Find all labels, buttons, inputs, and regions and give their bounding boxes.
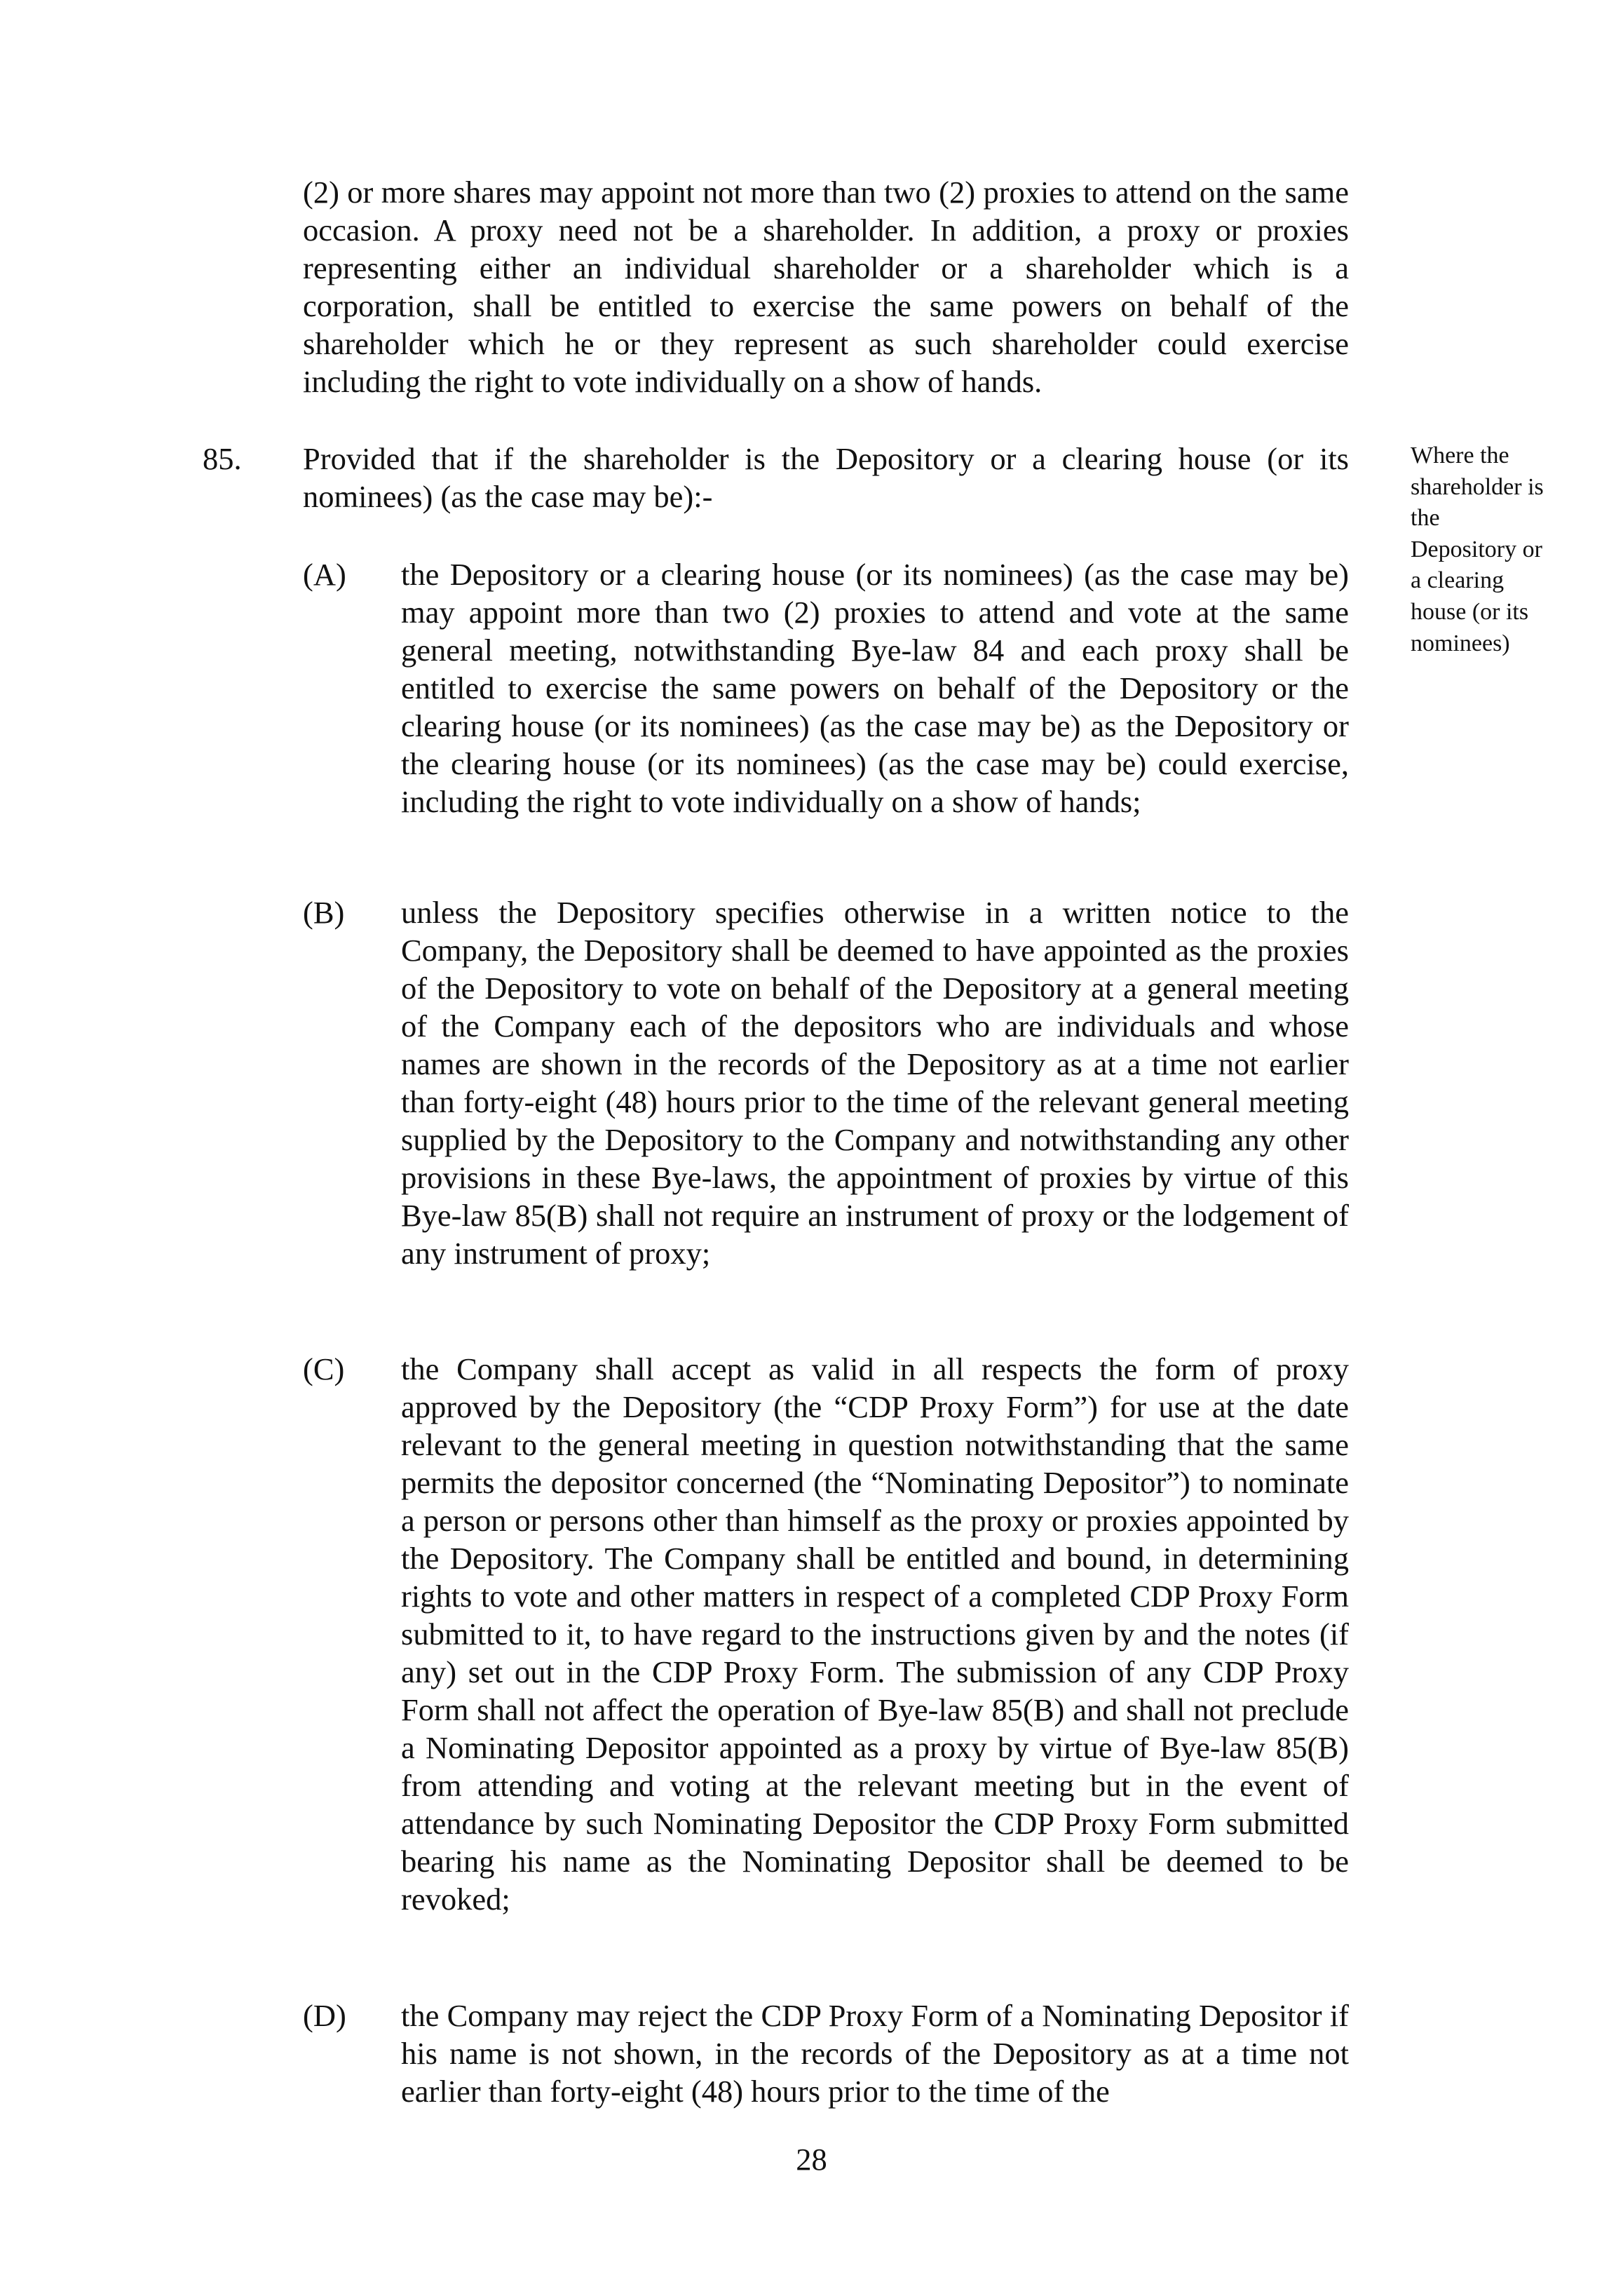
continuation-paragraph: (2) or more shares may appoint not more than two (2) proxies to attend on the same occasion. A proxy need not be a shareholder. In addition, a proxy or proxies representing either an individual shareholder or a shareholder which is a corporation, shall be entitled to exercise the same powers on behalf of the shareholder which he or they represent as such shareholder could exercise including the right to vote individually on a show of hands. (303, 175, 1349, 399)
subclause-label-b: (B) (303, 895, 345, 930)
clause-number: 85. (203, 441, 242, 476)
page-number: 28 (796, 2142, 827, 2177)
subclause-text-a: the Depository or a clearing house (or its nominees) (as the case may be) may appoint more than two (2) proxies to attend and vote at the same general meeting, notwithstanding Bye-law 84 and each proxy shall be entitled to exercise the same powers on behalf of the Depository or the clearing house (or its nominees) (as the case may be) as the Depository or the clearing house (or its nominees) (as the case may be) could exercise, including the right to vote individually on a show of hands; (401, 557, 1349, 819)
subclause-text-d: the Company may reject the CDP Proxy Form of a Nominating Depositor if his name is not shown, in the records of the Depository as at a time not earlier than forty-eight (48) hours prior to the time of the (401, 1998, 1349, 2109)
subclause-text-c: the Company shall accept as valid in all respects the form of proxy approved by the Depository (the “CDP Proxy Form”) for use at the date relevant to the general meeting in question notwithstanding that the same permits the depositor concerned (the “Nominating Depositor”) to nominate a person or persons other than himself as the proxy or proxies appointed by the Depository. The Company shall be entitled and bound, in determining rights to vote and other matters in respect of a completed CDP Proxy Form submitted to it, to have regard to the instructions given by and the notes (if any) set out in the CDP Proxy Form. The submission of any CDP Proxy Form shall not affect the operation of Bye-law 85(B) and shall not preclude a Nominating Depositor appointed as a proxy by virtue of Bye-law 85(B) from attending and voting at the relevant meeting but in the event of attendance by such Nominating Depositor the CDP Proxy Form submitted bearing his name as the Nominating Depositor shall be deemed to be revoked; (401, 1351, 1349, 1917)
subclause-label-d: (D) (303, 1998, 346, 2033)
clause-intro: Provided that if the shareholder is the Depository or a clearing house (or its nominees) (as the case may be):- (303, 441, 1349, 514)
subclause-label-c: (C) (303, 1351, 345, 1386)
subclause-text-b: unless the Depository specifies otherwise in a written notice to the Company, the Depository shall be deemed to have appointed as the proxies of the Depository to vote on behalf of the Depository at a general meeting of the Company each of the depositors who are individuals and whose names are shown in the records of the Depository as at a time not earlier than forty-eight (48) hours prior to the time of the relevant general meeting supplied by the Depository to the Company and notwithstanding any other provisions in these Bye-laws, the appointment of proxies by virtue of this Bye-law 85(B) shall not require an instrument of proxy or the lodgement of any instrument of proxy; (401, 895, 1349, 1271)
margin-note: Where the shareholder is the Depository or a clearing house (or its nominees) (1411, 443, 1544, 656)
subclause-label-a: (A) (303, 557, 346, 592)
